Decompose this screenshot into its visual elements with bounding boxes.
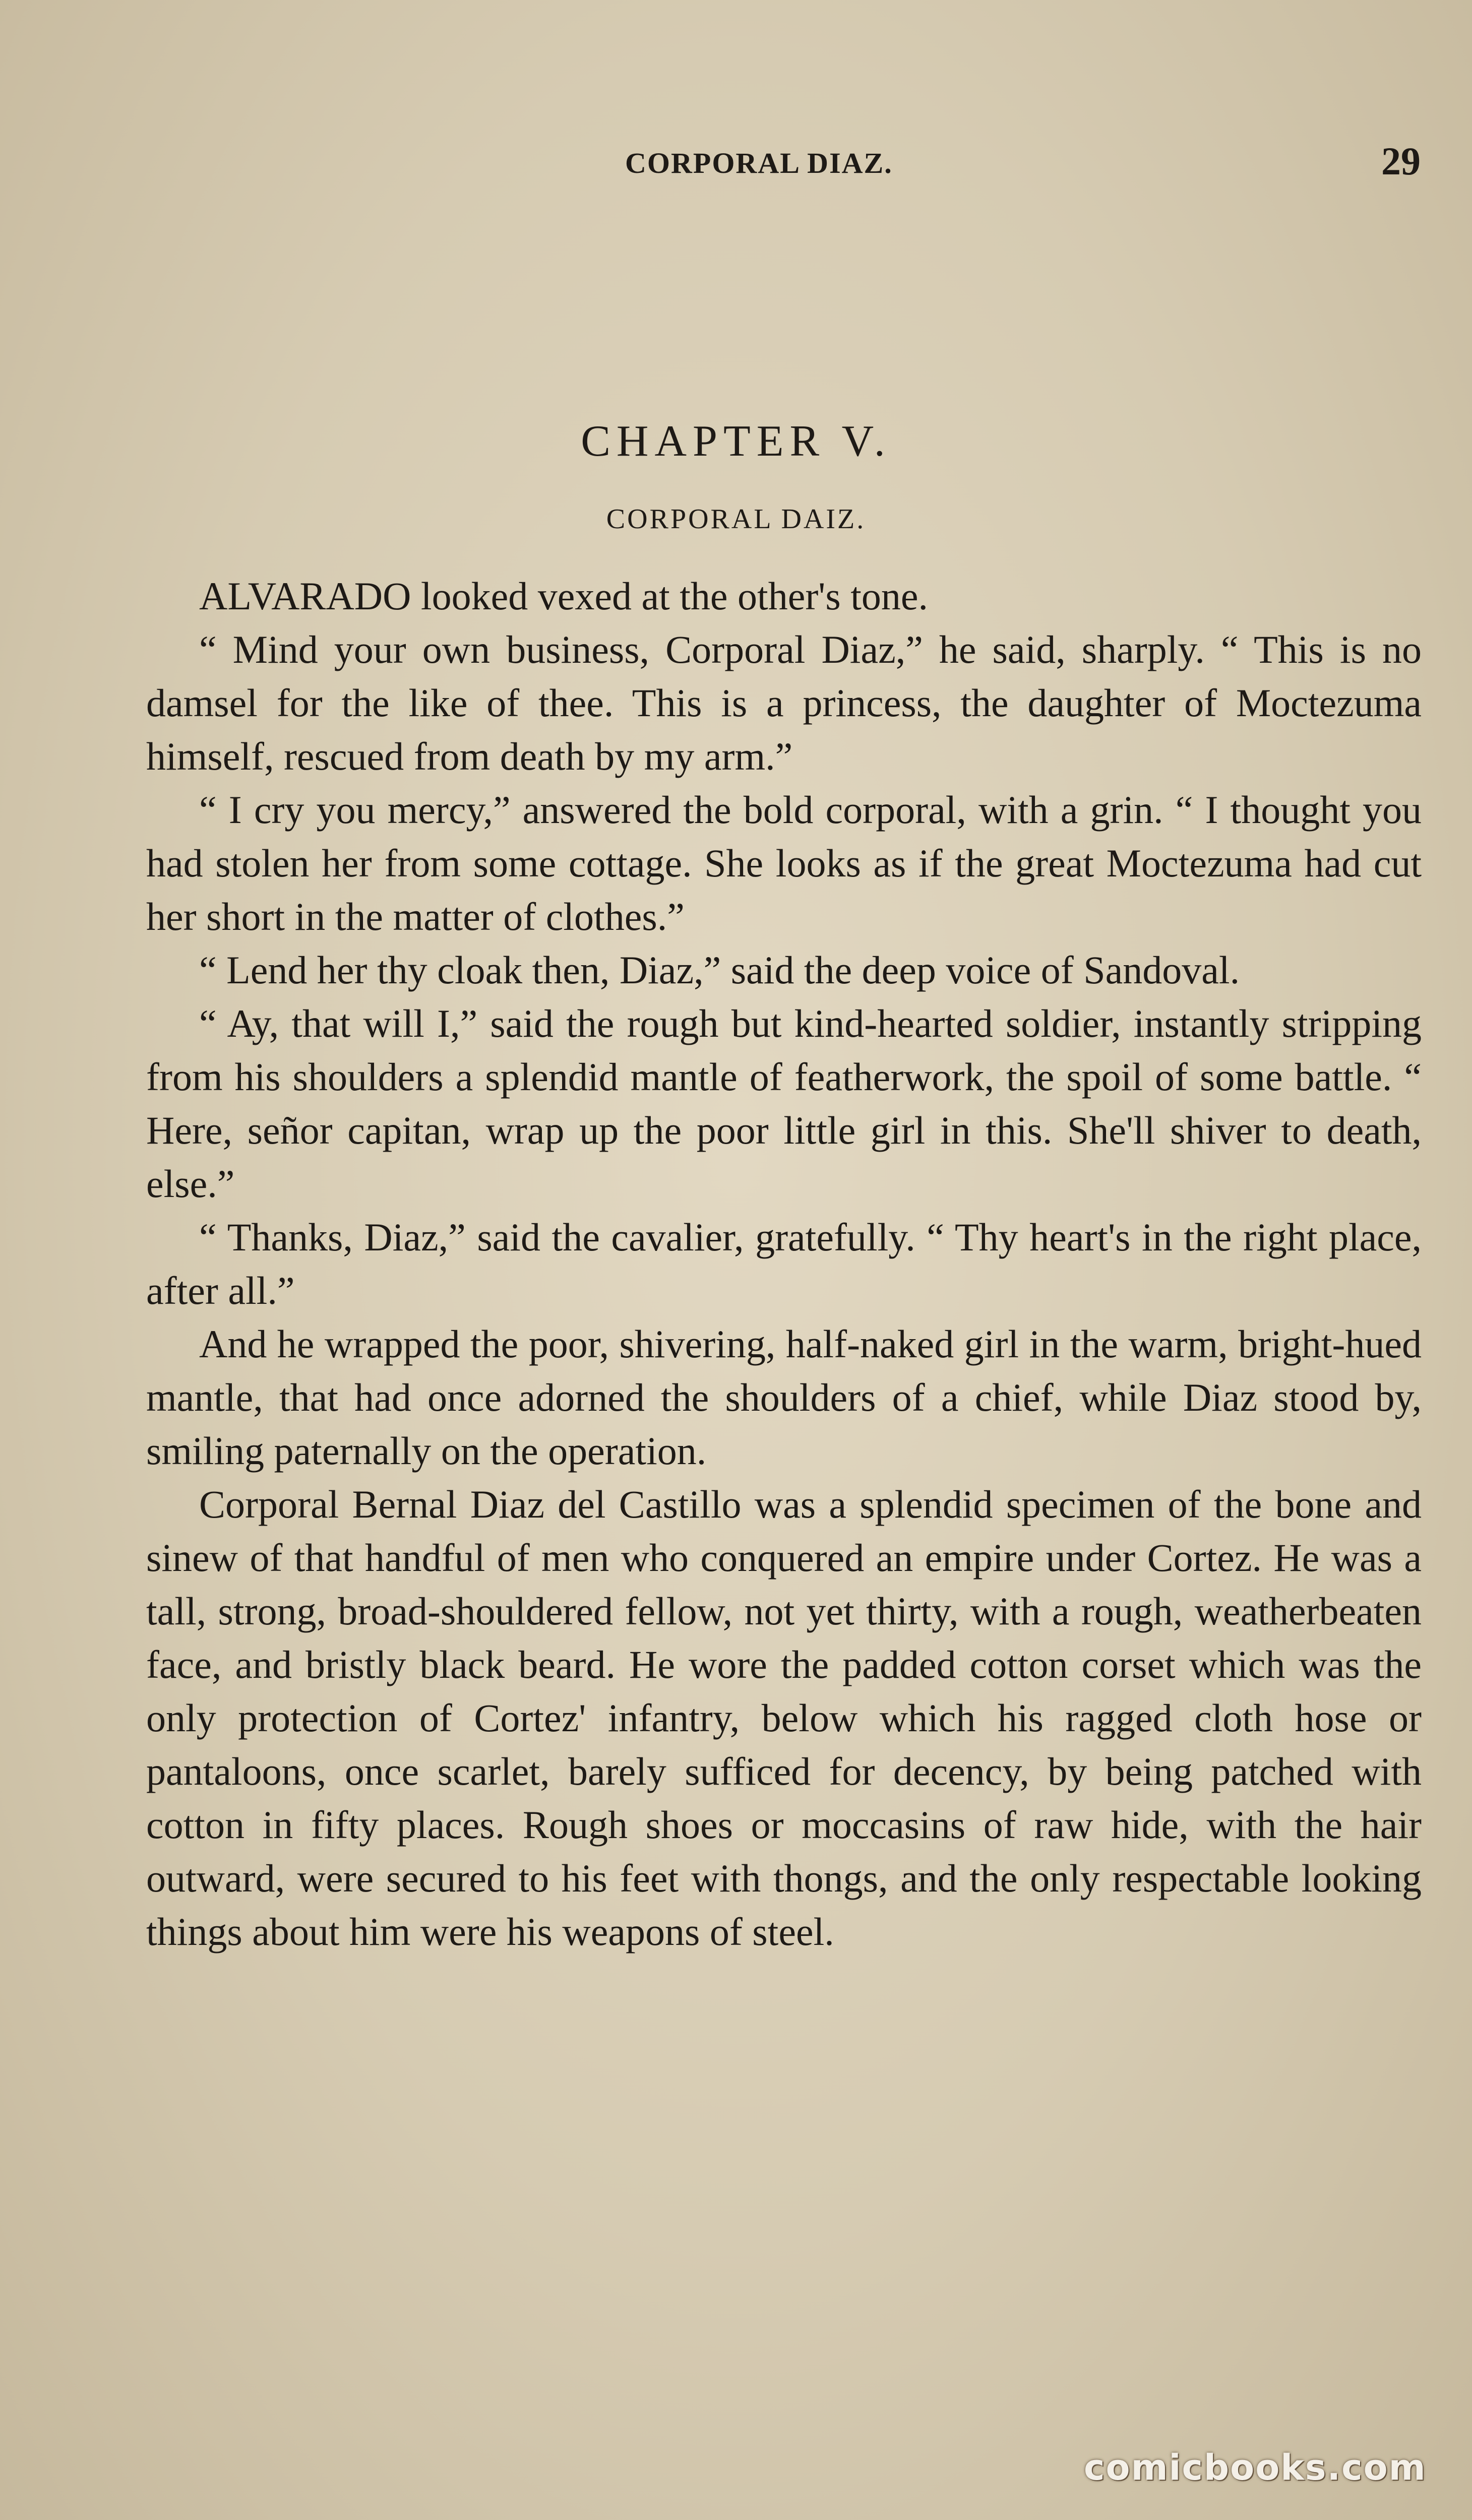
paragraph: “ Ay, that will I,” said the rough but kind-hearted soldier, instantly stripping from his shoulders a splendid mantle of featherwork, the spoil of some battle. “ Here, señor capitan, wrap up the poor little girl in this. She'll shiver to death, else.” <box>146 1001 1422 1206</box>
running-title: CORPORAL DIAZ. <box>625 147 893 179</box>
paragraph: “ Thanks, Diaz,” said the cavalier, gratefully. “ Thy heart's in the right place, after all.” <box>146 1215 1422 1312</box>
chapter-heading: CHAPTER V. <box>581 417 891 466</box>
paragraph: ALVARADO looked vexed at the other's tone. <box>199 574 929 618</box>
chapter-subtitle: CORPORAL DAIZ. <box>606 503 866 535</box>
paragraph: And he wrapped the poor, shivering, half-naked girl in the warm, bright-hued mantle, that had once adorned the shoulders of a chief, while Diaz stood by, smiling paternally on the operation. <box>146 1322 1422 1473</box>
paragraph: “ Mind your own business, Corporal Diaz,” he said, sharply. “ This is no damsel for the like of thee. This is a princess, the daughter of Moctezuma himself, rescued from death by my arm.” <box>146 627 1422 778</box>
watermark: comicbooks.com <box>1084 2447 1427 2488</box>
page-number: 29 <box>1381 139 1421 183</box>
text-body <box>146 570 1422 1959</box>
paragraph: “ Lend her thy cloak then, Diaz,” said the deep voice of Sandoval. <box>199 948 1240 992</box>
paragraph: Corporal Bernal Diaz del Castillo was a splendid specimen of the bone and sinew of that handful of men who conquered an empire under Cortez. He was a tall, strong, broad-shouldered fellow, not yet thirty, with a rough, weatherbeaten face, and bristly black beard. He wore the padded cotton corset which was the only protection of Cortez' infantry, below which his ragged cloth hose or pantaloons, once scarlet, barely sufficed for decency, by being patched with cotton in fifty places. Rough shoes or moccasins of raw hide, with the hair outward, were secured to his feet with thongs, and the only respectable looking things about him were his weapons of steel. <box>146 1482 1422 1954</box>
paragraph: “ I cry you mercy,” answered the bold corporal, with a grin. “ I thought you had stolen her from some cottage. She looks as if the great Moctezuma had cut her short in the matter of clothes.” <box>146 788 1422 938</box>
